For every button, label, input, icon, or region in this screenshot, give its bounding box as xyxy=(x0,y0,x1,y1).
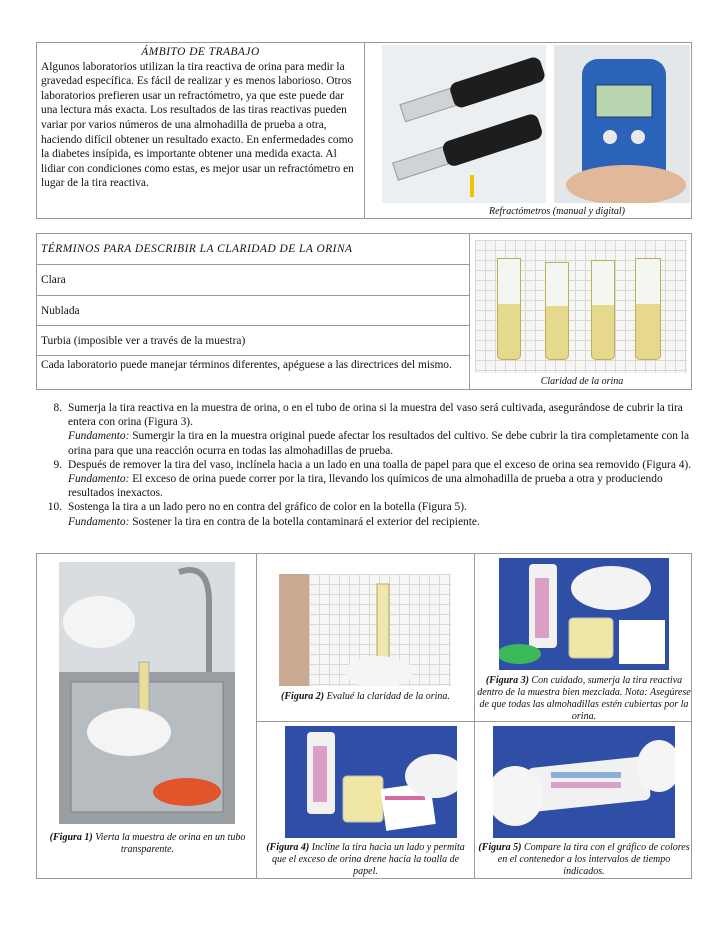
term-clear: Clara xyxy=(37,265,469,296)
figure3-caption xyxy=(477,675,691,723)
figure2-label: (Figura 2) xyxy=(281,691,325,702)
term-cloudy: Nublada xyxy=(37,296,469,326)
rationale-label: Fundamento: xyxy=(68,473,130,486)
figure4-caption xyxy=(259,842,472,878)
clarity-title: TÉRMINOS PARA DESCRIBIR LA CLARIDAD DE LA ORINA xyxy=(37,234,469,265)
refractometers-image xyxy=(382,45,690,203)
figure2-image xyxy=(279,574,451,686)
figure1-image xyxy=(59,562,235,824)
step-number: 10. xyxy=(47,501,62,514)
rationale-text: El exceso de orina puede correr por la tira, llevando los químicos de una almohadilla de prueba a otra y produciendo resultados inexactos. xyxy=(68,473,663,500)
scope-section xyxy=(36,42,692,219)
figure3-label: (Figura 3) xyxy=(485,675,529,686)
figure4-text: Incline la tira hacia un lado y permita que el exceso de orina drene hacia la toalla de papel. xyxy=(271,842,465,877)
figure4-label: (Figura 4) xyxy=(266,842,310,853)
clarity-caption: Claridad de la orina xyxy=(540,376,624,387)
clarity-note: Cada laboratorio puede manejar términos diferentes, apéguese a las directrices del mismo. xyxy=(41,359,452,371)
refractometers-illustration xyxy=(382,45,690,203)
procedure-steps xyxy=(40,401,700,529)
refractometers-caption: Refractómetros (manual y digital) xyxy=(489,206,625,217)
step-text: Sumerja la tira reactiva en la muestra de orina, o en el tubo de orina si la muestra del vaso será cultivada, asegurándose de cubrir la tira entera con orina (Figura 3). xyxy=(68,402,683,429)
rationale-text: Sostener la tira en contra de la botella contaminará el exterior del recipiente. xyxy=(129,515,480,528)
clarity-divider xyxy=(469,234,470,389)
rationale-label: Fundamento: xyxy=(68,430,130,443)
clarity-tubes-image xyxy=(475,240,687,373)
step-number: 8. xyxy=(53,402,62,414)
step-text: Después de remover la tira del vaso, inclínela hacia a un lado en una toalla de papel para que el exceso de orina sea removido (Figura 4). xyxy=(68,458,692,471)
term-turbid: Turbia (imposible ver a través de la muestra) xyxy=(37,326,469,356)
figure4-image xyxy=(285,726,457,838)
scope-text-cell xyxy=(37,43,365,218)
grid-divider xyxy=(256,554,257,878)
figure1-text: Vierta la muestra de orina en un tubo transparente. xyxy=(92,832,246,855)
rationale-label: Fundamento: xyxy=(68,515,130,528)
figure5-caption xyxy=(477,842,691,878)
step-9 xyxy=(40,458,700,501)
figure1-label: (Figura 1) xyxy=(49,832,93,843)
figure1-caption xyxy=(45,832,250,856)
figure5-text: Compare la tira con el gráfico de colores en el contenedor a los intervalos de tiempo indicados. xyxy=(497,842,690,877)
scope-body: Algunos laboratorios utilizan la tira reactiva de orina para medir la gravedad específica. Es fácil de realizar y es menos laborioso. Otros laboratorios prefieren usar un refractómetro, ya que este puede dar una lectura más exacta. Los resultados de las tiras reactivas pueden variar por varios números de una almohadilla de prueba a otra, haciendo difícil obtener un resultado exacto. En enfermedades como la diabetes insípida, es importante obtener una medida exacta. Al lidiar con condiciones como estas, es mejor usar un refractómetro en lugar de la tira reactiva. xyxy=(41,60,354,190)
step-number: 9. xyxy=(53,458,62,471)
step-text: Sostenga la tira a un lado pero no en contra del gráfico de color en la botella (Figura 5). xyxy=(68,501,467,514)
figure2-text: Evalué la claridad de la orina. xyxy=(324,691,450,702)
rationale-text: Sumergir la tira en la muestra original puede afectar los resultados del cultivo. Se debe cubrir la tira completamente con la orina para que una reacción ocurra en todas las almohadillas de prueba. xyxy=(68,430,690,457)
figure3-text: Con cuidado, sumerja la tira reactiva dentro de la muestra bien mezclada. Nota: Asegúrese de que todas las almohadillas estén cubiertas por la orina. xyxy=(477,675,691,722)
figure3-image xyxy=(499,558,669,670)
clarity-section xyxy=(36,233,692,390)
figure5-label: (Figura 5) xyxy=(478,842,522,853)
grid-divider xyxy=(474,554,475,878)
figures-grid xyxy=(36,553,692,879)
step-10 xyxy=(40,500,700,528)
scope-title: ÁMBITO DE TRABAJO xyxy=(141,46,260,58)
figure5-image xyxy=(493,726,675,838)
step-8 xyxy=(40,401,700,458)
figure2-caption xyxy=(259,691,472,703)
